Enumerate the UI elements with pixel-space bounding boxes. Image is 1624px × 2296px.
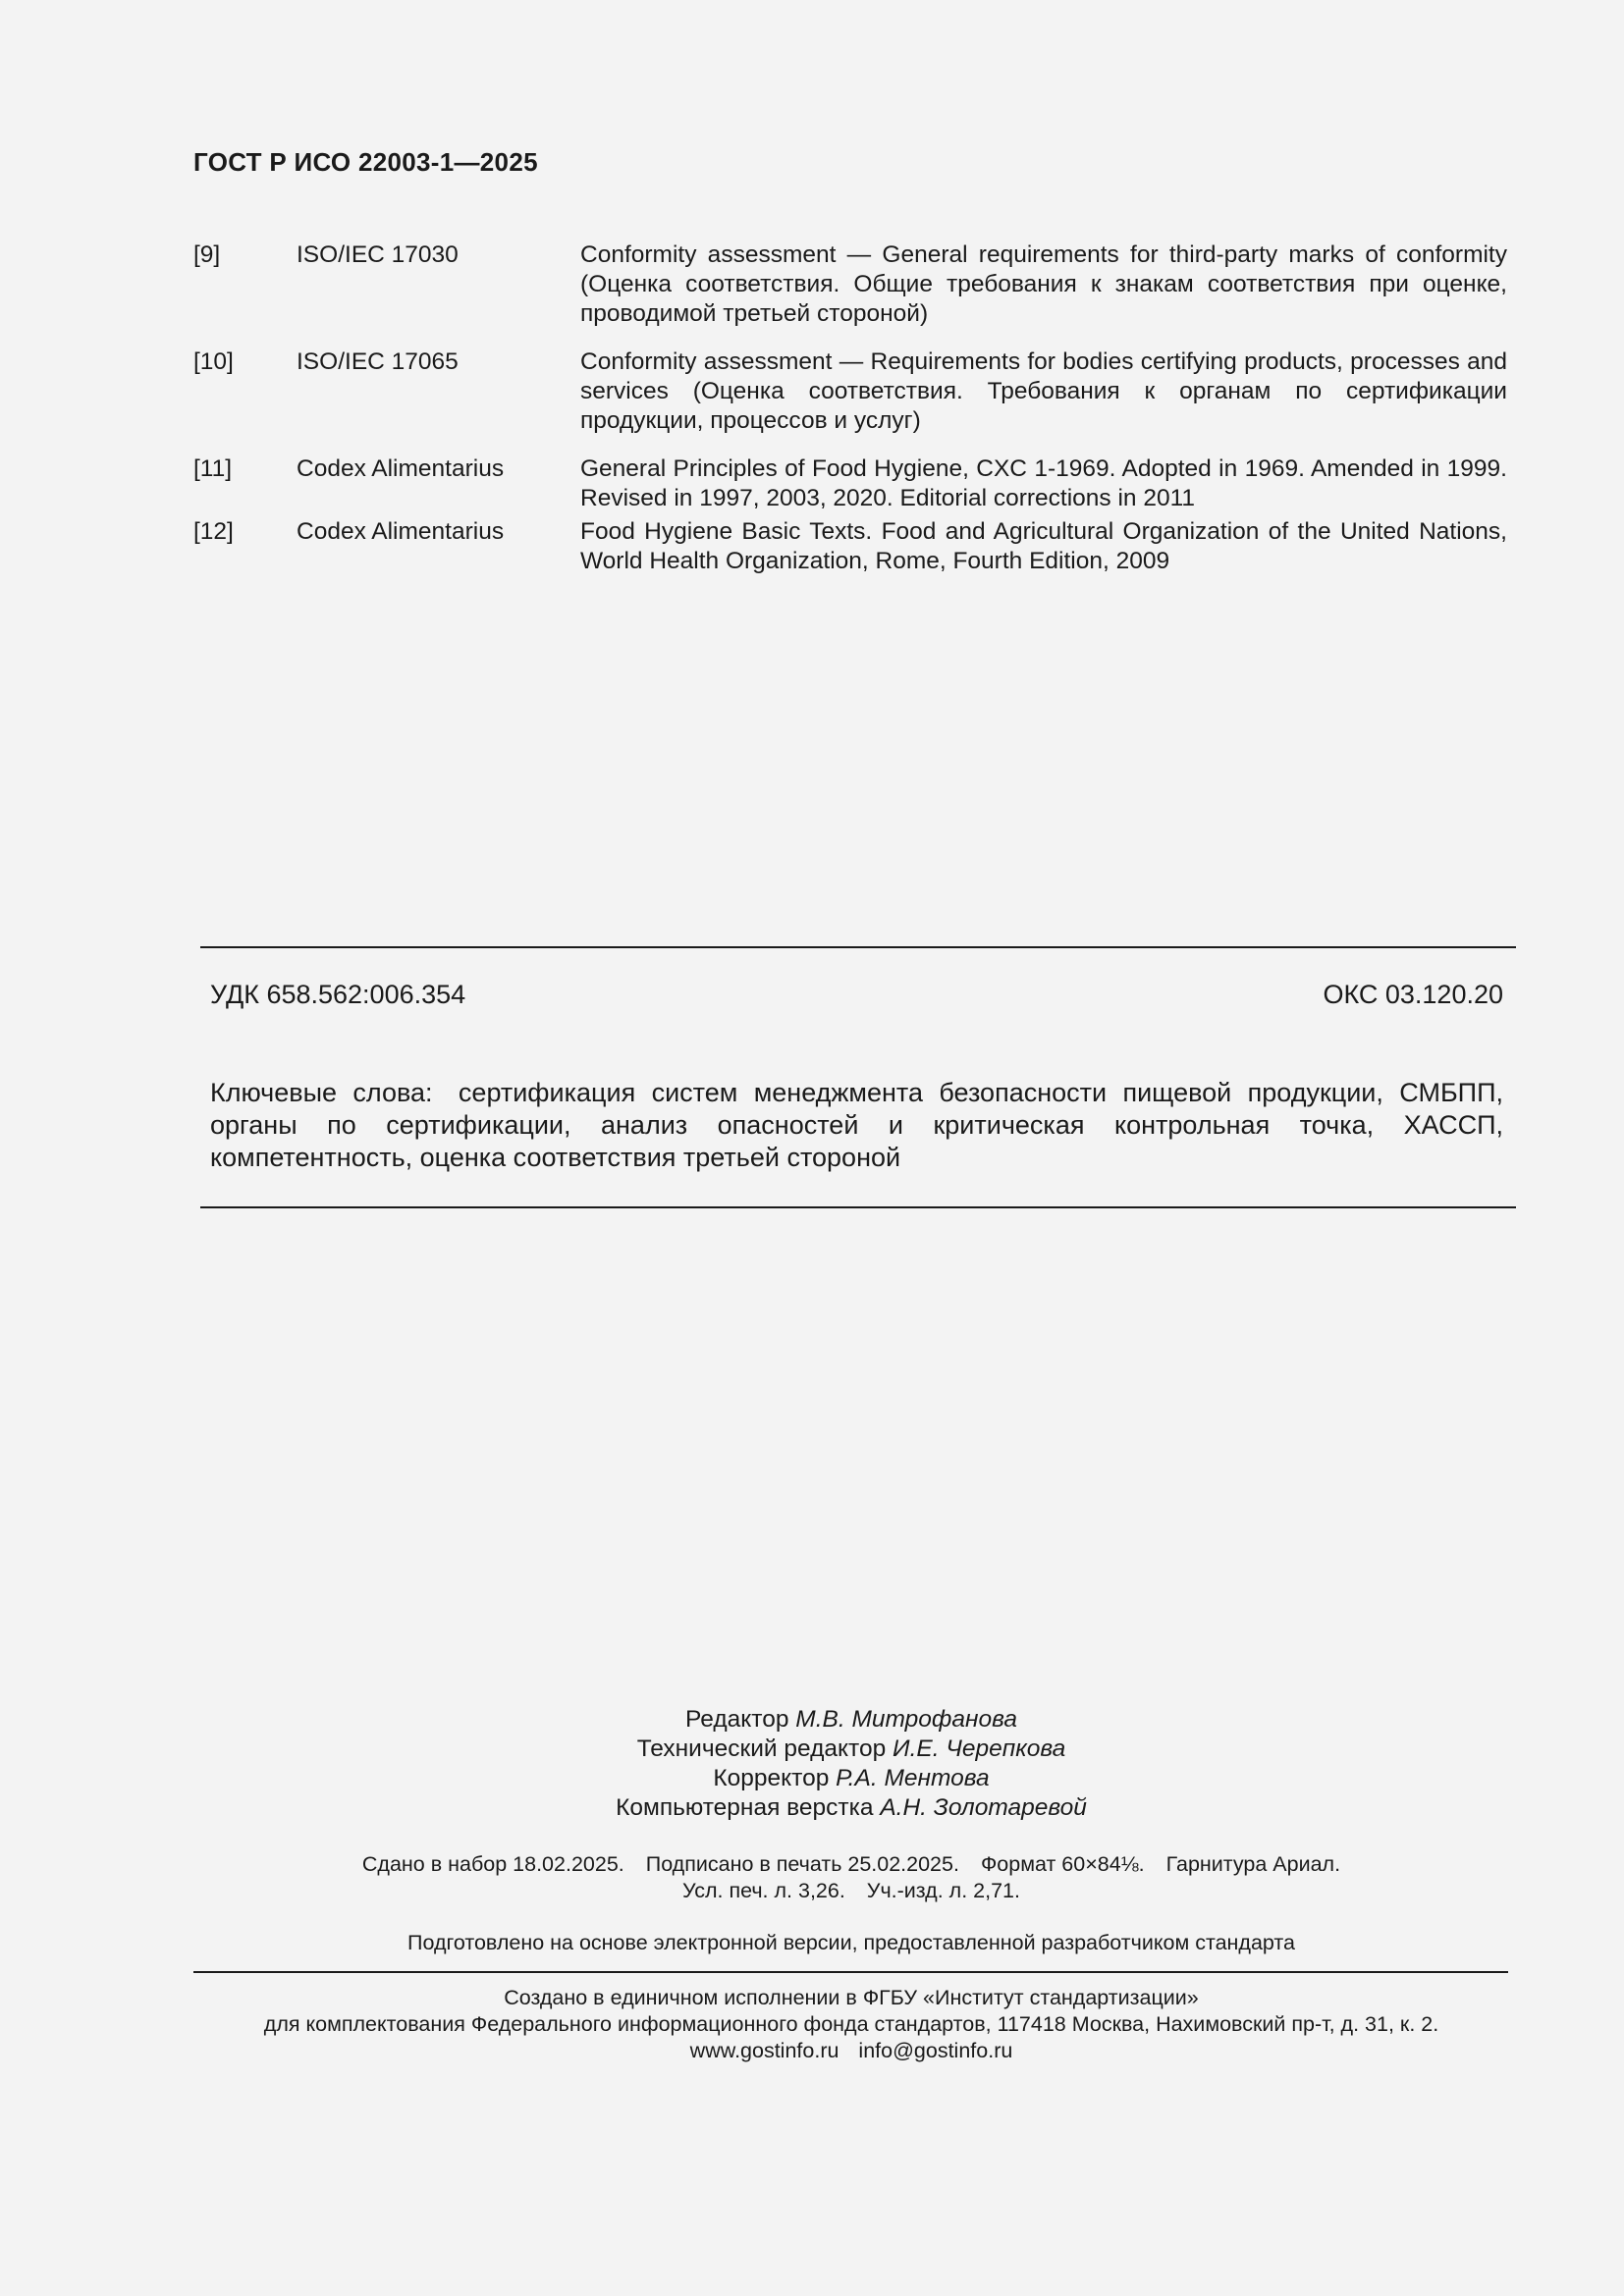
keywords-text: сертификация систем менеджмента безопасности пищевой продукции, СМБПП, органы по сертификации, анализ опасностей и критическая контрольная точка, ХАССП, компетентность, оценка соответствия третьей стороной xyxy=(210,1078,1503,1172)
website-link[interactable]: www.gostinfo.ru xyxy=(689,2039,839,2062)
bibliography-list xyxy=(193,240,1507,595)
reference-source: Codex Alimentarius xyxy=(297,455,505,482)
bottom-divider xyxy=(200,1206,1516,1208)
reference-number: [11] xyxy=(193,455,233,482)
footer-links xyxy=(0,2038,1624,2064)
tech-editor-line xyxy=(0,1735,1624,1764)
footer-line-2: для комплектования Федерального информационного фонда стандартов, 117418 Москва, Нахимовский пр-т, д. 31, к. 2. xyxy=(263,2012,1439,2036)
bibliography-entry xyxy=(193,454,1507,513)
tech-editor-name: И.Е. Черепкова xyxy=(893,1735,1066,1762)
reference-number: [10] xyxy=(193,348,234,375)
reference-description: Food Hygiene Basic Texts. Food and Agricultural Organization of the United Nations, World Health Organization, Rome, Fourth Edition, 2009 xyxy=(580,518,1507,574)
top-divider xyxy=(200,946,1516,948)
paper-format: Формат 60×84⅛. xyxy=(980,1852,1145,1876)
publication-line-1 xyxy=(0,1851,1624,1878)
corrector-name: Р.А. Ментова xyxy=(836,1765,990,1791)
print-sheets: Усл. печ. л. 3,26. xyxy=(682,1879,845,1902)
reference-source: ISO/IEC 17030 xyxy=(297,241,459,268)
reference-number: [9] xyxy=(193,241,221,268)
footer-line-1: Создано в единичном исполнении в ФГБУ «Институт стандартизации» xyxy=(504,1986,1199,2009)
reference-source: ISO/IEC 17065 xyxy=(297,348,459,375)
keywords-label: Ключевые слова: xyxy=(210,1078,433,1107)
bibliography-entry xyxy=(193,347,1507,436)
editor-name: М.В. Митрофанова xyxy=(795,1706,1017,1733)
keywords-block xyxy=(210,1077,1503,1174)
classification-row xyxy=(210,980,1503,1010)
layout-role: Компьютерная верстка xyxy=(616,1794,874,1821)
layout-line xyxy=(0,1793,1624,1823)
reference-number: [12] xyxy=(193,518,234,545)
editor-role: Редактор xyxy=(685,1706,789,1733)
oks-code: ОКС 03.120.20 xyxy=(1323,980,1503,1009)
publishing-sheets: Уч.-изд. л. 2,71. xyxy=(866,1879,1020,1902)
layout-name: А.Н. Золотаревой xyxy=(880,1794,1087,1821)
corrector-line xyxy=(0,1764,1624,1793)
document-code: ГОСТ Р ИСО 22003-1—2025 xyxy=(193,147,538,177)
email-link[interactable]: info@gostinfo.ru xyxy=(858,2039,1013,2062)
reference-description: Conformity assessment — General requirements for third-party marks of conformity (Оценка соответствия. Общие требования к знакам соответствия при оценке, проводимой третьей стороной) xyxy=(580,241,1507,327)
bibliography-entry xyxy=(193,517,1507,576)
prepared-note: Подготовлено на основе электронной версии, предоставленной разработчиком стандарта xyxy=(407,1931,1295,1954)
editor-line xyxy=(0,1705,1624,1735)
typeface: Гарнитура Ариал. xyxy=(1165,1852,1341,1876)
typeset-date: Сдано в набор 18.02.2025. xyxy=(361,1852,624,1876)
signed-date: Подписано в печать 25.02.2025. xyxy=(645,1852,959,1876)
reference-source: Codex Alimentarius xyxy=(297,518,505,545)
footer-block xyxy=(0,1985,1624,2064)
corrector-role: Корректор xyxy=(713,1765,830,1791)
publication-line-2 xyxy=(0,1878,1624,1904)
footer-divider xyxy=(193,1971,1508,1973)
bibliography-entry xyxy=(193,240,1507,329)
tech-editor-role: Технический редактор xyxy=(636,1735,887,1762)
reference-description: Conformity assessment — Requirements for bodies certifying products, processes and services (Оценка соответствия. Требования к органам по сертификации продукции, процессов и услуг) xyxy=(580,348,1507,434)
credits-block xyxy=(0,1705,1624,1823)
udk-code: УДК 658.562:006.354 xyxy=(210,980,466,1009)
publication-info xyxy=(0,1851,1624,1904)
reference-description: General Principles of Food Hygiene, CXC 1-1969. Adopted in 1969. Amended in 1999. Revised in 1997, 2003, 2020. Editorial corrections in 2011 xyxy=(580,455,1507,511)
